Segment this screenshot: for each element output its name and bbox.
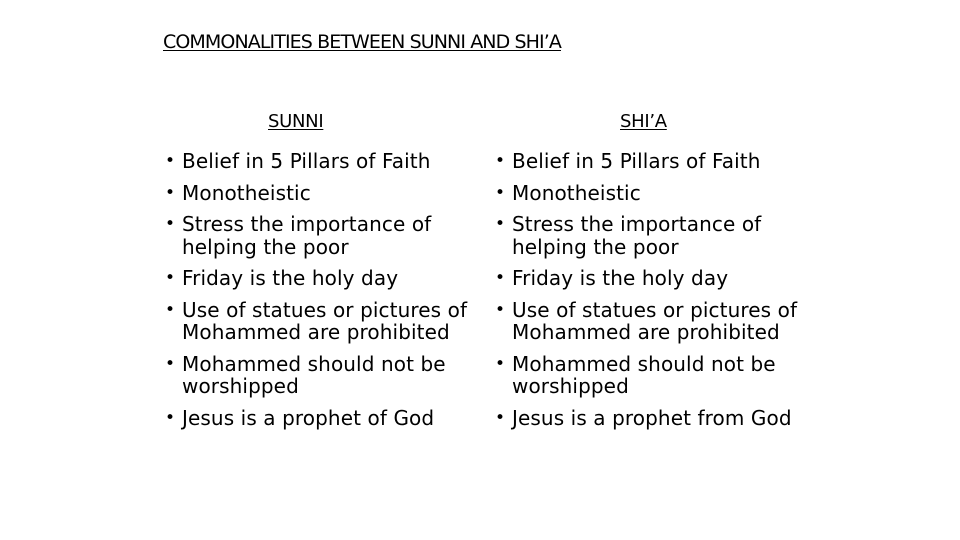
list-item	[493, 150, 803, 173]
list-item	[163, 299, 473, 344]
list-item-text: Stress the importance of helping the poor	[512, 212, 762, 259]
list-item	[493, 353, 803, 398]
bullet-icon: •	[165, 407, 176, 428]
sunni-column-heading: SUNNI	[268, 111, 324, 132]
shia-bullet-list	[493, 150, 803, 438]
list-item-text: Belief in 5 Pillars of Faith	[182, 149, 431, 173]
list-item	[493, 182, 803, 205]
bullet-icon: •	[495, 407, 506, 428]
bullet-icon: •	[495, 268, 506, 288]
list-item-text: Friday is the holy day	[512, 266, 729, 290]
list-item	[493, 299, 803, 344]
list-item	[163, 213, 473, 258]
shia-column-heading: SHI’A	[620, 111, 667, 132]
list-item-text: Friday is the holy day	[182, 266, 399, 290]
bullet-icon: •	[165, 299, 176, 320]
list-item	[163, 353, 473, 398]
list-item	[163, 150, 473, 173]
list-item	[163, 267, 473, 290]
bullet-icon: •	[495, 214, 506, 234]
list-item	[493, 267, 803, 290]
sunni-bullet-list	[163, 150, 473, 438]
list-item-text: Mohammed should not be worshipped	[512, 351, 776, 398]
list-item-text: Use of statues or pictures of Mohammed are prohibited	[182, 297, 468, 344]
bullet-icon: •	[165, 214, 176, 234]
list-item	[163, 407, 473, 430]
list-item	[493, 213, 803, 258]
list-item-text: Belief in 5 Pillars of Faith	[512, 149, 761, 173]
list-item-text: Jesus is a prophet of God	[182, 405, 435, 430]
bullet-icon: •	[495, 353, 506, 374]
list-item	[493, 407, 803, 430]
bullet-icon: •	[165, 353, 176, 374]
list-item-text: Stress the importance of helping the poor	[182, 212, 432, 259]
list-item-text: Monotheistic	[182, 180, 311, 205]
list-item	[163, 182, 473, 205]
bullet-icon: •	[495, 182, 506, 203]
slide-title: COMMONALITIES BETWEEN SUNNI AND SHI’A	[163, 31, 561, 53]
list-item-text: Mohammed should not be worshipped	[182, 351, 446, 398]
list-item-text: Monotheistic	[512, 180, 641, 205]
bullet-icon: •	[495, 299, 506, 320]
bullet-icon: •	[165, 182, 176, 203]
bullet-icon: •	[495, 151, 506, 171]
bullet-icon: •	[165, 151, 176, 171]
bullet-icon: •	[165, 268, 176, 288]
list-item-text: Use of statues or pictures of Mohammed are prohibited	[512, 297, 798, 344]
list-item-text: Jesus is a prophet from God	[512, 405, 792, 430]
